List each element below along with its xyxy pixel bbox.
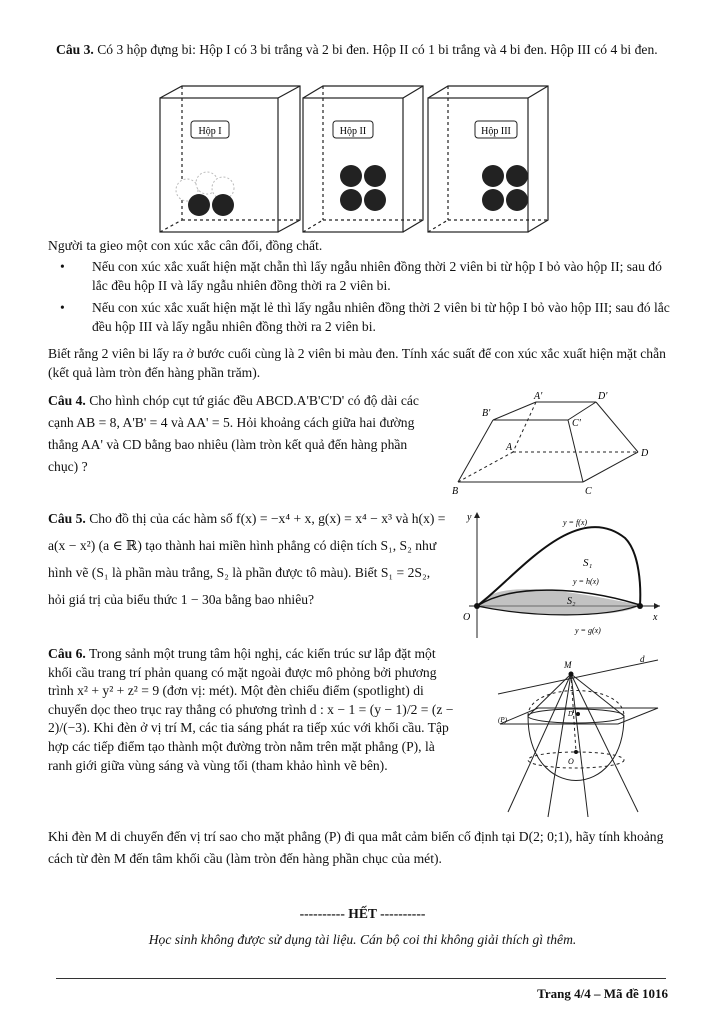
label-s1: S₁: [583, 557, 593, 569]
box-3-label: Hộp III: [481, 126, 511, 137]
q3-bullet-1: [60, 257, 674, 295]
footer-divider: [56, 978, 666, 979]
end-marker: ---------- HẾT ----------: [299, 906, 426, 921]
black-ball-icon: [364, 165, 386, 187]
point-o: [574, 750, 578, 754]
q3-intro-text: Có 3 hộp đựng bi: Hộp I có 3 bi trắng và 2 bi đen. Hộp II có 1 bi trắng và 4 bi đen. Hộp III có 4 bi đen.: [97, 42, 658, 57]
q3-boxes-figure: [155, 84, 555, 236]
point-m: [569, 672, 574, 677]
box-1-label: Hộp I: [198, 126, 222, 137]
vertex-b: B: [452, 486, 459, 497]
bullet-icon: •: [60, 300, 65, 315]
label-y: y: [467, 512, 472, 523]
point-d: [576, 712, 580, 716]
box-2: [303, 86, 423, 232]
label-d-point: D: [568, 710, 574, 718]
box-2-label: Hộp II: [339, 126, 367, 137]
black-ball-icon: [364, 189, 386, 211]
footer-note: Học sinh không được sử dụng tài liệu. Cán bộ coi thi không giải thích gì thêm.: [148, 932, 577, 947]
q5-body: Cho đồ thị của các hàm số f(x) = −x⁴ + x, g(x) = x⁴ − x³ và h(x) = a(x − x²) (a ∈ ℝ) tạo thành hai miền hình phẳng có diện tích S₁, S₂ như hình vẽ (S₁ là phần màu trắng, S₂ là phần được tô màu). Biết S₁ = 2S₂, hỏi giá trị của biểu thức 1 − 30a bằng bao nhiêu?: [48, 511, 446, 607]
label-g: y = g(x): [575, 626, 601, 635]
q5-label: Câu 5.: [48, 511, 86, 526]
label-p: (P): [498, 716, 507, 724]
vertex-a1: A': [534, 391, 543, 402]
vertex-b1: B': [482, 408, 491, 419]
label-f: y = f(x): [563, 518, 588, 527]
label-m: M: [564, 660, 572, 670]
q3-dice: Người ta gieo một con xúc xắc cân đối, đồng chất.: [48, 238, 323, 253]
vertex-c1: C': [572, 418, 581, 429]
black-ball-icon: [482, 189, 504, 211]
bullet-icon: •: [60, 259, 65, 274]
label-x: x: [653, 612, 658, 623]
q6-label: Câu 6.: [48, 646, 86, 661]
vertex-d1: D': [598, 391, 608, 402]
q4-label: Câu 4.: [48, 393, 86, 408]
label-h: y = h(x): [573, 577, 599, 586]
black-ball-icon: [340, 189, 362, 211]
q4-text: [48, 390, 440, 478]
black-ball-icon: [506, 189, 528, 211]
vertex-a: A: [506, 442, 513, 453]
label-d-line: d: [640, 654, 645, 664]
q4-frustum-figure: [448, 390, 668, 500]
q3-bullet-2: [60, 298, 674, 336]
q3-bullet-1-text: Nếu con xúc xắc xuất hiện mặt chẵn thì lấy ngẫu nhiên đồng thời 2 viên bi từ hộp I bỏ vào hộp II; sau đó lắc đều hộp II và lấy ngẫu nhiên đồng thời ra 2 viên bi.: [92, 259, 662, 293]
q6-body: Trong sảnh một trung tâm hội nghị, các kiến trúc sư lắp đặt một khối cầu trang trí phản quang có mặt ngoài được mô phỏng bởi phương trình x² + y² + z² = 9 (đơn vị: mét). Một đèn chiếu điểm (spotlight) di chuyển dọc theo trục ray thẳng có phương trình d : x − 1 = (y − 1)/2 = (z − 2)/(−3). Khi đèn ở vị trí M, các tia sáng phát ra tiếp xúc với khối cầu. Tập hợp các tiếp điểm tạo thành một đường tròn nằm trên mặt phẳng (P), là ranh giới giữa vùng sáng và vùng tối (tham khảo hình vẽ bên).: [48, 646, 454, 773]
q3-bullet-2-text: Nếu con xúc xắc xuất hiện mặt lẻ thì lấy ngẫu nhiên đồng thời 2 viên bi từ hộp I bỏ vào hộp III; sau đó lắc đều hộp III và lấy ngẫu nhiên đồng thời ra 2 viên bi.: [92, 300, 670, 334]
intersection-point: [637, 603, 643, 609]
q3-label: Câu 3.: [56, 42, 94, 57]
plane-p: [500, 708, 658, 724]
black-ball-icon: [340, 165, 362, 187]
label-origin: O: [463, 612, 471, 623]
q4-body: Cho hình chóp cụt tứ giác đều ABCD.A'B'C'D' có độ dài các cạnh AB = 8, A'B' = 4 và AA' = 5. Hỏi khoảng cách giữa hai đường thẳng AA' và CD bằng bao nhiêu (làm tròn kết quả đến hàng phần chục) ?: [48, 393, 419, 474]
q3-question: Biết rằng 2 viên bi lấy ra ở bước cuối cùng là 2 viên bi màu đen. Tính xác suất để con xúc xắc xuất hiện mặt chẵn (kết quả làm tròn đến hàng phần trăm).: [48, 346, 666, 380]
q5-graph: [455, 508, 665, 640]
vertex-d: D: [641, 448, 649, 459]
q6-text: [48, 645, 460, 775]
q5-text: [48, 505, 446, 613]
q6-text-2: Khi đèn M di chuyển đến vị trí sao cho mặt phẳng (P) đi qua mắt cảm biến cố định tại D(2; 0;1), hãy tính khoảng cách từ đèn M đến tâm khối cầu (làm tròn đến hàng phần chục của mét).: [48, 829, 664, 866]
label-s2: S₂: [567, 596, 576, 607]
vertex-c: C: [585, 486, 592, 497]
black-ball-icon: [212, 194, 234, 216]
y-axis-arrow-icon: [474, 512, 480, 518]
box-3: [428, 86, 548, 232]
x-axis-arrow-icon: [654, 603, 660, 609]
black-ball-icon: [482, 165, 504, 187]
q3-intro: [56, 40, 670, 59]
page-number: Trang 4/4 – Mã đề 1016: [537, 986, 668, 1001]
label-o: O: [568, 757, 574, 766]
origin-point: [474, 603, 480, 609]
black-ball-icon: [506, 165, 528, 187]
q6-sphere-figure: [468, 652, 668, 822]
black-ball-icon: [188, 194, 210, 216]
